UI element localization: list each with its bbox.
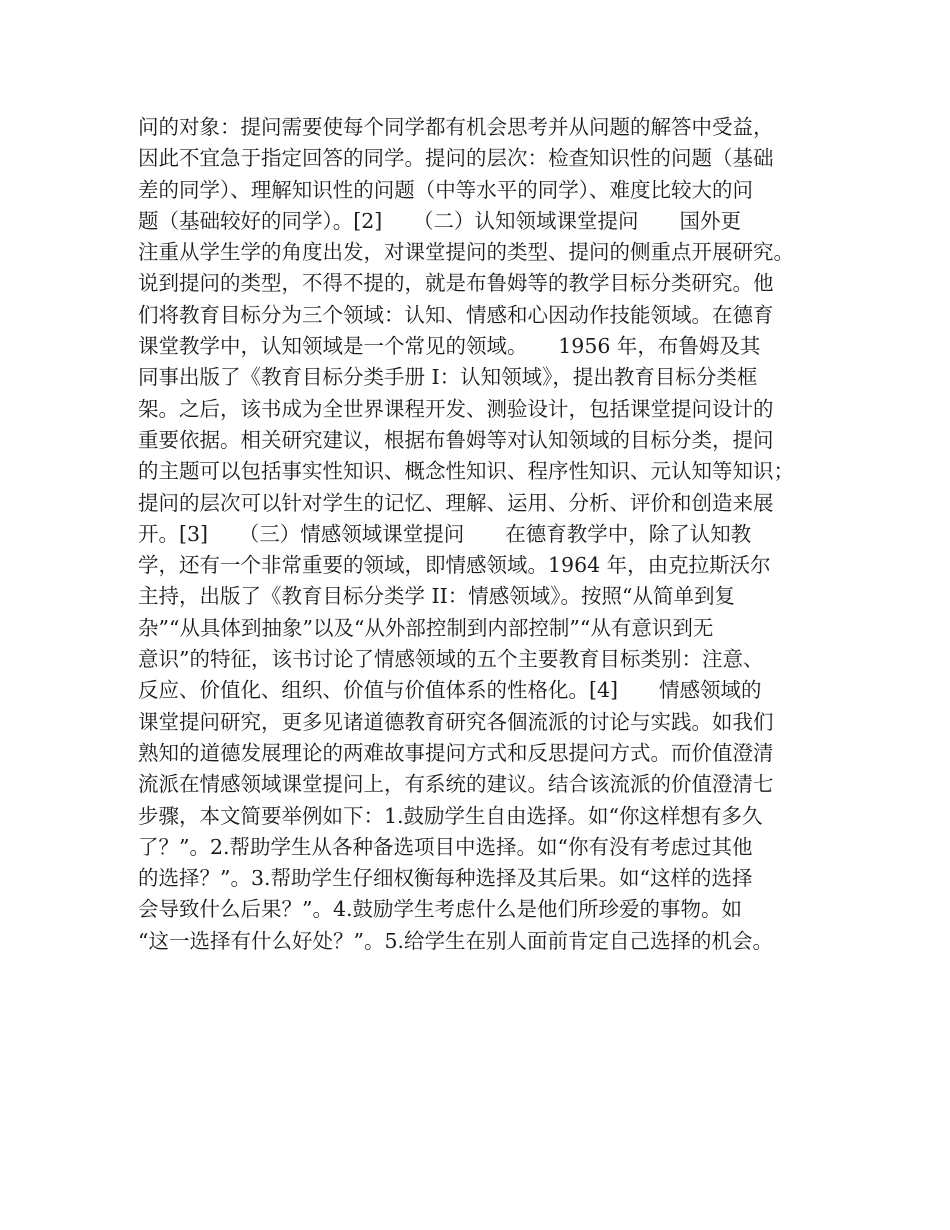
text-line: 问的对象：提问需要使每个同学都有机会思考并从问题的解答中受益， (138, 115, 774, 139)
text-line: 意识”的特征，该书讨论了情感领域的五个主要教育目标类别：注意、 (138, 647, 764, 672)
body-text (138, 112, 794, 957)
text-line: 的选择？”。3.帮助学生仔细权衡每种选择及其后果。如“这样的选择 (138, 866, 753, 891)
text-line: 提问的层次可以针对学生的记忆、理解、运用、分析、评价和创造来展 (138, 490, 774, 515)
text-line: 差的同学）、理解知识性的问题（中等水平的同学）、难度比较大的问 (138, 177, 753, 202)
text-line: 因此不宜急于指定回答的同学。提问的层次：检查知识性的问题（基础 (138, 146, 774, 171)
text-line: 会导致什么后果？”。4.鼓励学生考虑什么是他们所珍爱的事物。如 (138, 897, 743, 922)
text-line: 们将教育目标分为三个领域：认知、情感和心因动作技能领域。在德育 (138, 302, 774, 327)
text-line: 同事出版了《教育目标分类手册 I：认知领域》，提出教育目标分类框 (138, 365, 758, 390)
text-line: 题（基础较好的同学）。[2] （二）认知领域课堂提问 国外更 (138, 208, 742, 233)
text-line: 学，还有一个非常重要的领域，即情感领域。1964 年，由克拉斯沃尔 (138, 553, 771, 578)
text-line: 杂”“从具体到抽象”以及“从外部控制到内部控制”“从有意识到无 (138, 615, 714, 640)
text-line: 步骤，本文简要举例如下：1.鼓励学生自由选择。如“你这样想有多久 (138, 803, 763, 828)
text-line: 开。[3] （三）情感领域课堂提问 在德育教学中，除了认知教 (138, 521, 752, 546)
text-line: 注重从学生学的角度出发，对课堂提问的类型、提问的侧重点开展研究。 (138, 240, 794, 265)
text-line: 课堂教学中，认知领域是一个常见的领域。 1956 年，布鲁姆及其 (138, 334, 761, 359)
text-line: 熟知的道德发展理论的两难故事提问方式和反思提问方式。而价值澄清 (138, 740, 774, 765)
text-line: “这一选择有什么好处？”。5.给学生在别人面前肯定自己选择的机会。 (138, 928, 774, 953)
text-line: 反应、价值化、组织、价值与价值体系的性格化。[4] 情感领域的 (138, 678, 762, 703)
text-line: 了？”。2.帮助学生从各种备选项目中选择。如“你有没有考虑过其他 (138, 834, 753, 859)
text-line: 课堂提问研究，更多见诸道德教育研究各個流派的讨论与实践。如我们 (138, 709, 774, 734)
text-line: 说到提问的类型，不得不提的，就是布鲁姆等的教学目标分类研究。他 (138, 271, 774, 296)
text-line: 架。之后，该书成为全世界课程开发、测验设计，包括课堂提问设计的 (138, 396, 774, 421)
text-line: 主持，出版了《教育目标分类学 II：情感领域》。按照“从简单到复 (138, 584, 735, 609)
text-line: 的主题可以包括事实性知识、概念性知识、程序性知识、元认知等知识； (138, 459, 794, 484)
text-line: 流派在情感领域课堂提问上，有系统的建议。结合该流派的价值澄清七 (138, 772, 774, 797)
text-line: 重要依据。相关研究建议，根据布鲁姆等对认知领域的目标分类，提问 (138, 427, 774, 452)
